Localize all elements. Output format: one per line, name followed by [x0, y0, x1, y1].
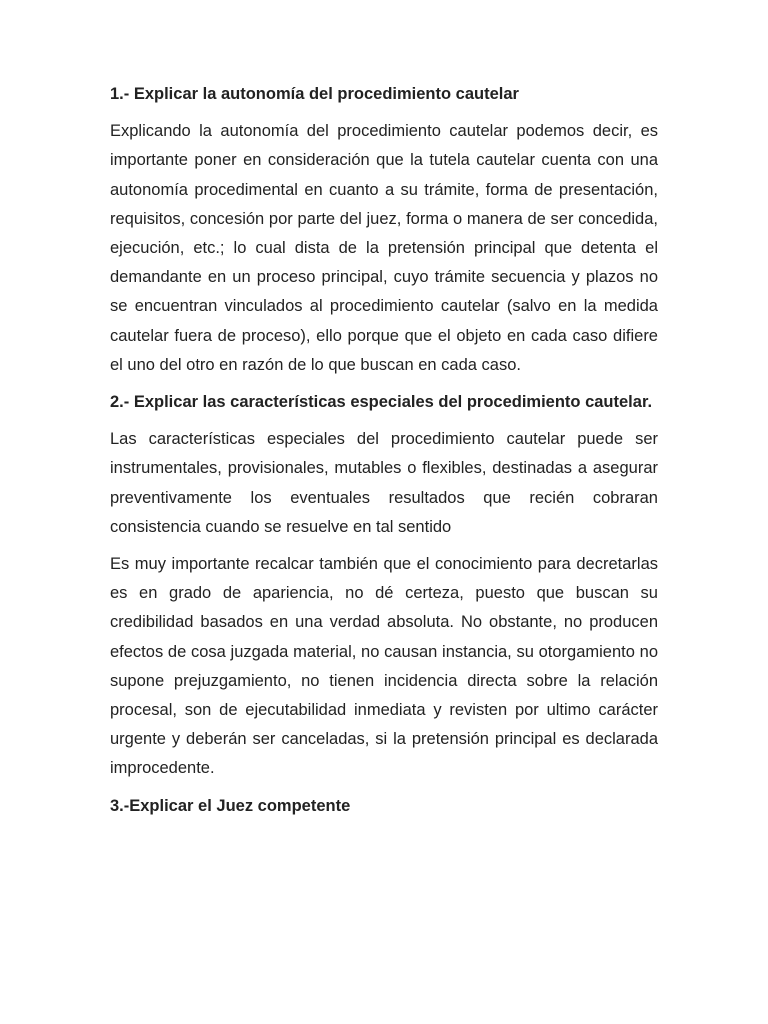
section-1-heading: 1.- Explicar la autonomía del procedimiento cautelar — [110, 85, 519, 103]
section-2-paragraph-1: Las características especiales del procedimiento cautelar puede ser instrumentales, provisionales, mutables o flexibles, destinadas a asegurar preventivamente los eventuales resultados que recién cobraran consistencia cuando se resuelve en tal sentido — [110, 430, 658, 536]
section-2-paragraph-2: Es muy importante recalcar también que el conocimiento para decretarlas es en grado de apariencia, no dé certeza, puesto que buscan su credibilidad basados en una verdad absoluta. No obstante, no producen efectos de cosa juzgada material, no causan instancia, su otorgamiento no supone prejuzgamiento, no tienen incidencia directa sobre la relación procesal, son de ejecutabilidad inmediata y revisten por ultimo carácter urgente y deberán ser canceladas, si la pretensión principal es declarada improcedente. — [110, 555, 658, 778]
section-2-heading: 2.- Explicar las características especiales del procedimiento cautelar. — [110, 393, 653, 412]
section-1-paragraph: Explicando la autonomía del procedimiento cautelar podemos decir, es importante poner en consideración que la tutela cautelar cuenta con una autonomía procedimental en cuanto a su trámite, forma de presentación, requisitos, concesión por parte del juez, forma o manera de ser concedida, ejecución, etc.; lo cual dista de la pretensión principal que detenta el demandante en un proceso principal, cuyo trámite secuencia y plazos no se encuentran vinculados al procedimiento cautelar (salvo en la medida cautelar fuera de proceso), ello porque que el objeto en cada caso difiere el uno del otro en razón de lo que buscan en cada caso. — [110, 122, 658, 374]
section-3-heading: 3.-Explicar el Juez competente — [110, 796, 351, 815]
